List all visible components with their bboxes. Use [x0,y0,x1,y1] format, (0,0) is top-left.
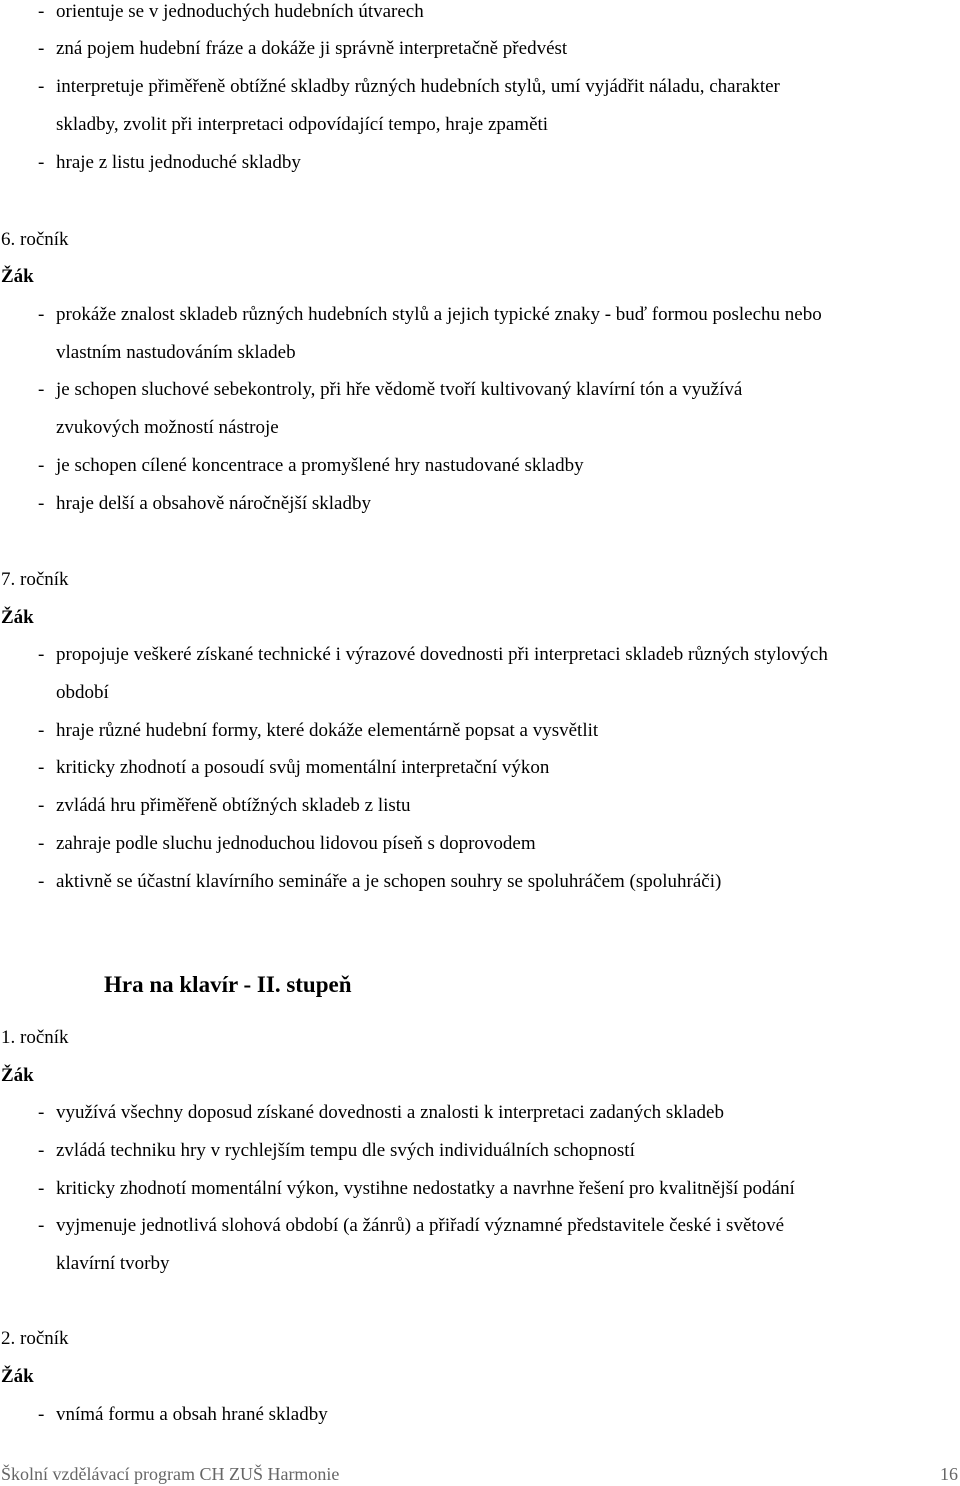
list-item-text: zná pojem hudební fráze a dokáže ji správně interpretačně předvést [56,38,568,59]
list-item-text: hraje z listu jednoduché skladby [56,152,301,173]
list-item-text: prokáže znalost skladeb různých hudebních stylů a jejich typické znaky - buď formou poslechu nebo [56,304,822,325]
bullet-dash: - [38,795,45,816]
list-item-text: aktivně se účastní klavírního semináře a je schopen souhry se spoluhráčem (spoluhráči) [56,871,722,892]
list-item-text: hraje různé hudební formy, které dokáže elementárně popsat a vysvětlit [56,720,599,741]
list-item-text: interpretuje přiměřeně obtížné skladby různých hudebních stylů, umí vyjádřit náladu, charakter [56,76,780,97]
list-item-text: je schopen sluchové sebekontroly, při hře vědomě tvoří kultivovaný klavírní tón a využívá [56,379,743,400]
bullet-dash: - [38,1140,45,1161]
bullet-dash: - [38,38,45,59]
list-item-continuation: klavírní tvorby [56,1253,170,1274]
student-heading: Žák [1,1366,34,1387]
student-heading: Žák [1,607,34,628]
bullet-dash: - [38,304,45,325]
bullet-dash: - [38,871,45,892]
section-heading: Hra na klavír - II. stupeň [104,972,352,997]
bullet-dash: - [38,76,45,97]
student-heading: Žák [1,266,34,287]
bullet-dash: - [38,644,45,665]
year-label: 6. ročník [1,229,69,250]
list-item-text: orientuje se v jednoduchých hudebních útvarech [56,1,424,22]
bullet-dash: - [38,152,45,173]
list-item-continuation: vlastním nastudováním skladeb [56,342,296,363]
bullet-dash: - [38,720,45,741]
bullet-dash: - [38,1,45,22]
list-item-text: kriticky zhodnotí a posoudí svůj momentální interpretační výkon [56,757,550,778]
list-item-text: zvládá techniku hry v rychlejším tempu dle svých individuálních schopností [56,1140,635,1161]
bullet-dash: - [38,1102,45,1123]
list-item-text: využívá všechny doposud získané dovednosti a znalosti k interpretaci zadaných skladeb [56,1102,724,1123]
list-item-text: vnímá formu a obsah hrané skladby [56,1404,328,1425]
list-item-text: propojuje veškeré získané technické i výrazové dovednosti při interpretaci skladeb různých stylových [56,644,828,665]
bullet-dash: - [38,455,45,476]
student-heading: Žák [1,1065,34,1086]
bullet-dash: - [38,1178,45,1199]
year-label: 2. ročník [1,1328,69,1349]
bullet-dash: - [38,757,45,778]
list-item-text: je schopen cílené koncentrace a promyšlené hry nastudované skladby [56,455,584,476]
list-item-text: kriticky zhodnotí momentální výkon, vystihne nedostatky a navrhne řešení pro kvalitnější podání [56,1178,795,1199]
list-item-text: zahraje podle sluchu jednoduchou lidovou píseň s doprovodem [56,833,536,854]
list-item-text: zvládá hru přiměřeně obtížných skladeb z listu [56,795,411,816]
footer-title: Školní vzdělávací program CH ZUŠ Harmonie [1,1464,340,1484]
bullet-dash: - [38,833,45,854]
year-label: 1. ročník [1,1027,69,1048]
year-label: 7. ročník [1,569,69,590]
list-item-text: vyjmenuje jednotlivá slohová období (a žánrů) a přiřadí významné představitele české i světové [56,1215,785,1236]
bullet-dash: - [38,1215,45,1236]
bullet-dash: - [38,1404,45,1425]
page-number: 16 [940,1464,958,1484]
bullet-dash: - [38,493,45,514]
list-item-continuation: skladby, zvolit při interpretaci odpovídající tempo, hraje zpaměti [56,114,549,135]
bullet-dash: - [38,379,45,400]
list-item-text: hraje delší a obsahově náročnější skladby [56,493,371,514]
list-item-continuation: zvukových možností nástroje [56,417,279,438]
list-item-continuation: období [56,682,109,703]
